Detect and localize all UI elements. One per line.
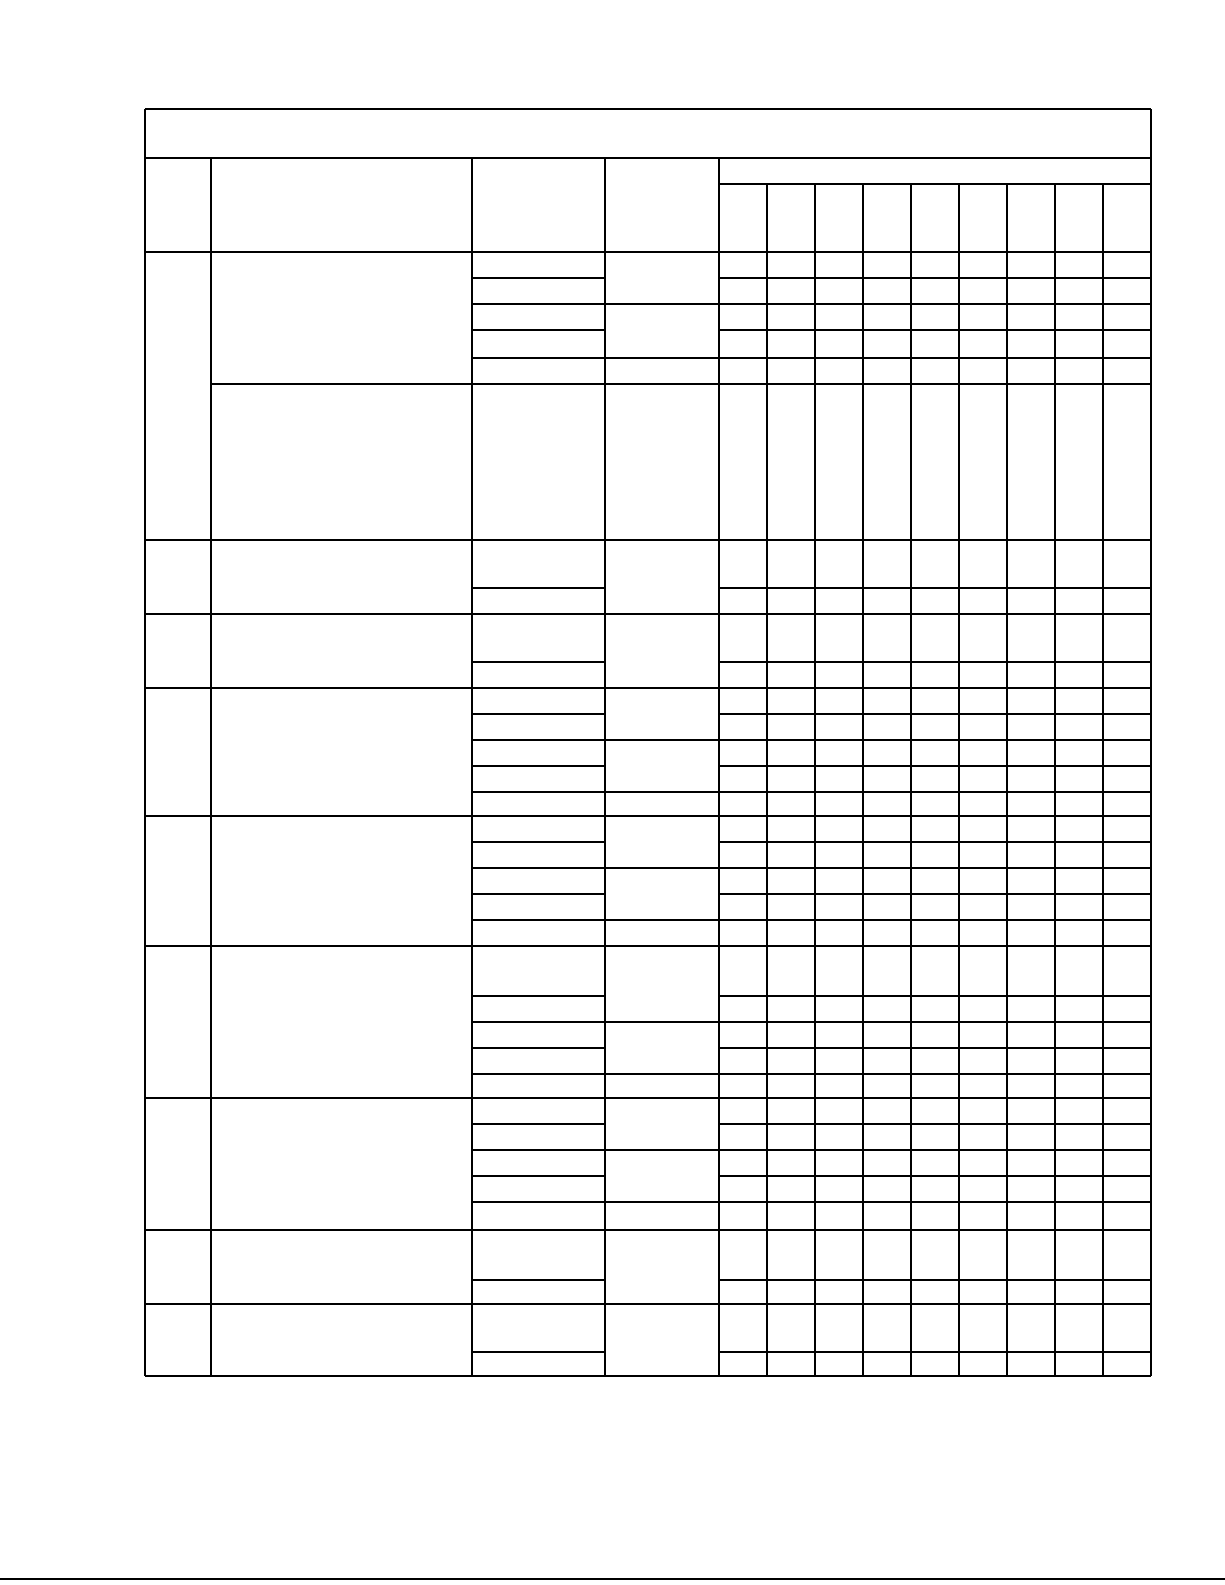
table-grid-lines [145,109,1151,1376]
page-bottom-rule [0,1578,1225,1580]
